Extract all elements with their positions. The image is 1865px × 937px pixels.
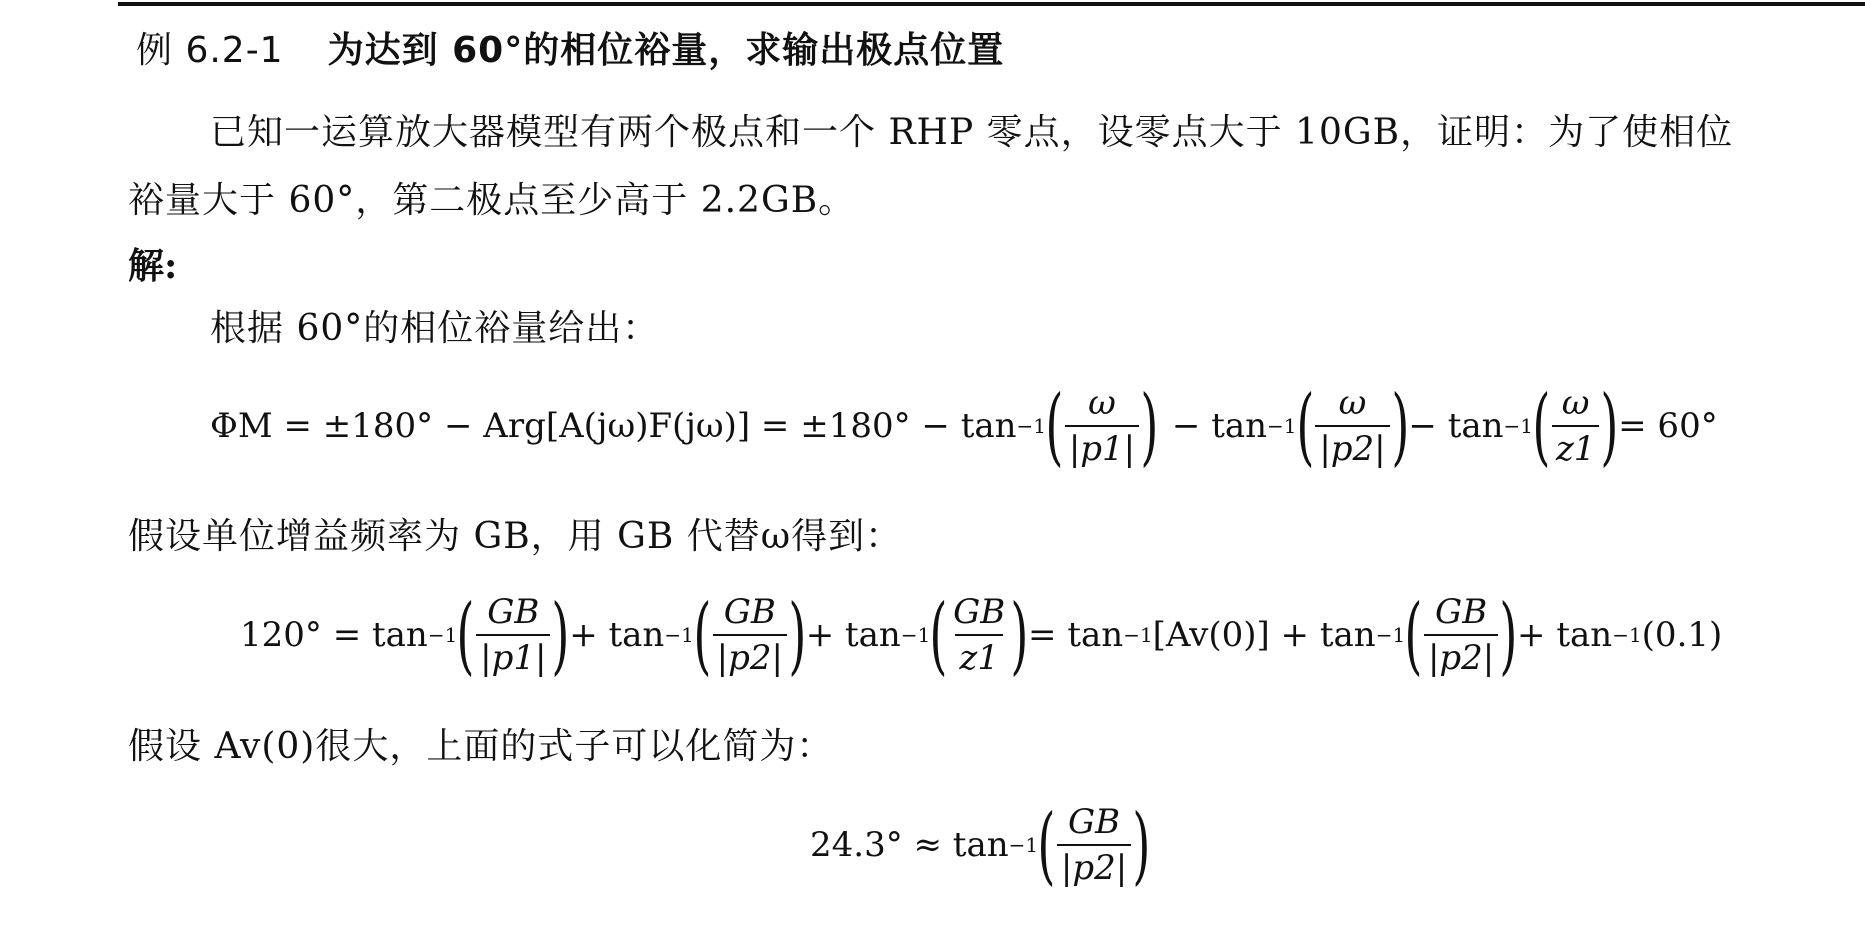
problem-statement-line-2: 裕量大于 60°，第二极点至少高于 2.2GB。 — [128, 180, 856, 221]
eq1-fraction-p2: $\frac{\omega}{|p2|}$ — [1315, 383, 1389, 469]
eq1-inverse-3: −1 — [1503, 414, 1534, 438]
problem-statement-line-1: 已知一运算放大器模型有两个极点和一个 RHP 零点，设零点大于 10GB，证明：为了使相位 — [210, 112, 1734, 153]
gb-substituted-equation: 120° = tan −1 ( $\frac{GB}{|p1|}$ ) + tan −1 ( $\frac{GB}{|p2|}$ ) + tan −1 ( $\frac{GB}{z1}$ ) = tan −1 [Av(0)] + tan −1 ( $\frac{GB}{|p2|}$ ) + tan −1 (0.1) — [240, 586, 1723, 684]
eq2-fraction-z1: $\frac{GB}{z1}$ — [953, 592, 1006, 678]
eq2-plus-2: + tan — [805, 615, 901, 655]
eq1-mid-1: − tan — [1171, 406, 1268, 446]
phase-margin-equation: ΦM = ±180° − Arg[A(jω)F(jω)] = ±180° − tan −1 ( $\frac{\omega}{|p1|}$ ) − tan −1 ( $\frac{\omega}{|p2|}$ ) − tan −1 ( $\frac{\omega}{z1}$ ) = 60° — [210, 377, 1718, 475]
gb-substitution-text: 假设单位增益频率为 GB，用 GB 代替ω得到： — [128, 516, 903, 557]
simplification-text: 假设 Av(0)很大，上面的式子可以化简为： — [128, 726, 834, 767]
example-title: 为达到 60°的相位裕量，求输出极点位置 — [327, 30, 1005, 71]
eq2-fraction-p1: $\frac{GB}{|p1|}$ — [476, 592, 550, 678]
simplified-equation: 24.3° ≈ tan −1 ( $\frac{GB}{|p2|}$ ) — [810, 796, 1151, 894]
eq2-av-term: [Av(0)] + tan — [1152, 615, 1376, 655]
eq1-rhs: = 60° — [1618, 406, 1718, 446]
eq1-fraction-p1: $\frac{\omega}{|p1|}$ — [1065, 383, 1139, 469]
eq1-inverse-1: −1 — [1016, 414, 1047, 438]
eq3-lhs: 24.3° ≈ tan — [810, 825, 1009, 865]
top-rule — [118, 2, 1865, 6]
eq2-tail-arg: (0.1) — [1641, 615, 1723, 655]
example-number: 例 6.2-1 — [136, 30, 284, 71]
eq2-mid: = tan — [1028, 615, 1124, 655]
eq2-plus-1: + tan — [569, 615, 665, 655]
eq3-fraction: $\frac{GB}{|p2|}$ — [1057, 802, 1131, 888]
eq2-tail: + tan — [1517, 615, 1613, 655]
eq1-inverse-2: −1 — [1267, 414, 1297, 438]
eq1-mid-2: − tan — [1408, 406, 1504, 446]
eq2-fraction-p2-second: $\frac{GB}{|p2|}$ — [1424, 592, 1498, 678]
eq1-lhs: ΦM = ±180° − Arg[A(jω)F(jω)] = ±180° − tan — [210, 406, 1017, 446]
solution-intro: 根据 60°的相位裕量给出： — [210, 308, 660, 349]
eq1-fraction-z1: $\frac{\omega}{z1}$ — [1552, 383, 1600, 469]
solution-label: 解: — [128, 245, 178, 287]
example-heading — [128, 22, 1004, 73]
eq2-lhs: 120° = tan — [240, 615, 428, 655]
eq2-fraction-p2: $\frac{GB}{|p2|}$ — [713, 592, 787, 678]
